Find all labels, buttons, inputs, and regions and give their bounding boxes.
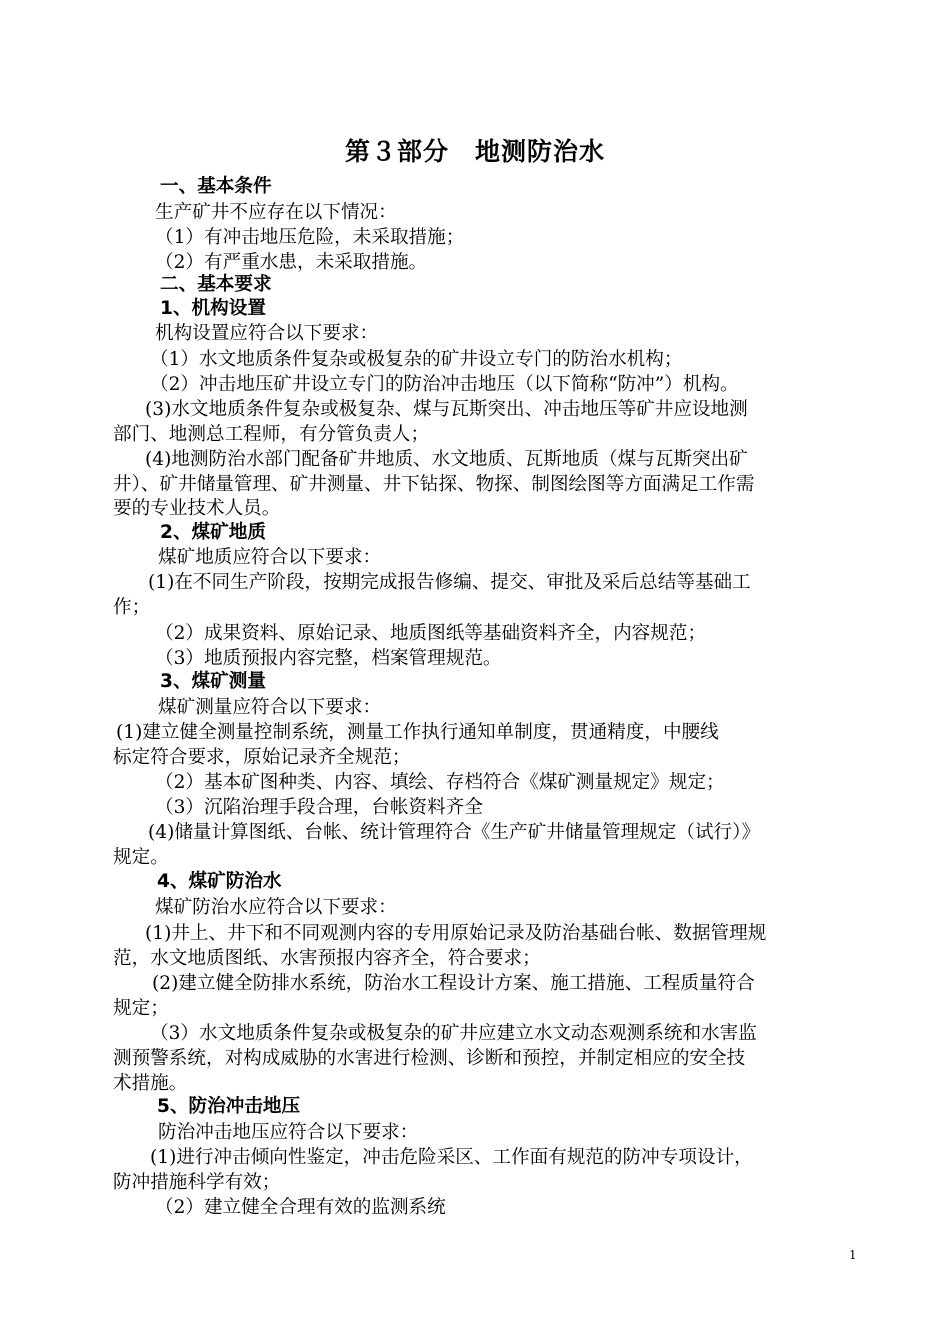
paragraph-line: 标定符合要求，原始记录齐全规范； — [113, 747, 411, 768]
paragraph-line: 防冲措施科学有效； — [113, 1172, 281, 1193]
list-item: (1)在不同生产阶段，按期完成报告修编、提交、审批及采后总结等基础工 — [148, 572, 751, 593]
list-item: （1）有冲击地压危险，未采取措施； — [155, 227, 465, 248]
paragraph-line: 范，水文地质图纸、水害预报内容齐全，符合要求； — [113, 948, 541, 969]
list-item: (2)建立健全防排水系统，防治水工程设计方案、施工措施、工程质量符合 — [152, 973, 755, 994]
list-item: （3）水文地质条件复杂或极复杂的矿井应建立水文动态观测系统和水害监 — [150, 1023, 757, 1044]
list-item: （2）基本矿图种类、内容、填绘、存档符合《煤矿测量规定》规定； — [155, 772, 725, 793]
paragraph-line: 术措施。 — [113, 1073, 188, 1094]
list-item: （2）成果资料、原始记录、地质图纸等基础资料齐全，内容规范； — [155, 623, 707, 644]
paragraph-line: 作； — [113, 597, 151, 618]
paragraph-line: 防治冲击地压应符合以下要求： — [158, 1122, 419, 1143]
list-item: (4)储量计算图纸、台帐、统计管理符合《生产矿井储量管理规定（试行）》 — [148, 822, 761, 843]
paragraph-line: 井）、矿井储量管理、矿井测量、井下钻探、物探、制图绘图等方面满足工作需 — [113, 474, 755, 495]
paragraph-line: 煤矿地质应符合以下要求： — [158, 547, 382, 568]
list-item: (1)井上、井下和不同观测内容的专用原始记录及防治基础台帐、数据管理规 — [145, 923, 767, 944]
paragraph-line: 要的专业技术人员。 — [113, 498, 281, 519]
list-item: (4)地测防治水部门配备矿井地质、水文地质、瓦斯地质（煤与瓦斯突出矿 — [145, 449, 748, 470]
subsection-heading: 1、机构设置 — [160, 298, 266, 319]
list-item: （2）冲击地压矿井设立专门的防治冲击地压（以下简称“防冲”）机构。 — [150, 374, 739, 395]
section-heading-basic-conditions: 一、基本条件 — [160, 176, 272, 197]
list-item: (1)建立健全测量控制系统，测量工作执行通知单制度，贯通精度，中腰线 — [116, 722, 719, 743]
list-item: （2）有严重水患，未采取措施。 — [155, 252, 428, 273]
paragraph-line: 机构设置应符合以下要求： — [155, 323, 379, 344]
list-item: （3）沉陷治理手段合理，台帐资料齐全 — [155, 797, 483, 818]
subsection-heading: 2、煤矿地质 — [160, 522, 266, 543]
subsection-heading: 3、煤矿测量 — [160, 671, 266, 692]
list-item: (3)水文地质条件复杂或极复杂、煤与瓦斯突出、冲击地压等矿井应设地测 — [145, 399, 748, 420]
paragraph-line: 部门、地测总工程师，有分管负责人； — [113, 424, 430, 445]
paragraph-line: 测预警系统，对构成威胁的水害进行检测、诊断和预控，并制定相应的安全技 — [113, 1048, 746, 1069]
paragraph-line: 规定。 — [113, 847, 169, 868]
list-item: （1）水文地质条件复杂或极复杂的矿井设立专门的防治水机构； — [150, 349, 683, 370]
page-title: 第３部分 地测防治水 — [344, 137, 605, 166]
list-item: （2）建立健全合理有效的监测系统 — [155, 1197, 446, 1218]
paragraph-line: 煤矿测量应符合以下要求： — [158, 697, 382, 718]
list-item: (1)进行冲击倾向性鉴定，冲击危险采区、工作面有规范的防冲专项设计， — [150, 1147, 753, 1168]
section-heading-basic-requirements: 二、基本要求 — [160, 274, 272, 295]
subsection-heading: 5、防治冲击地压 — [157, 1096, 301, 1117]
list-item: （3）地质预报内容完整，档案管理规范。 — [155, 648, 502, 669]
paragraph-line: 规定； — [113, 998, 169, 1019]
subsection-heading: 4、煤矿防治水 — [157, 871, 282, 892]
page-number: 1 — [849, 1248, 857, 1262]
paragraph-line: 煤矿防治水应符合以下要求： — [155, 897, 397, 918]
paragraph-line: 生产矿井不应存在以下情况： — [155, 202, 397, 223]
